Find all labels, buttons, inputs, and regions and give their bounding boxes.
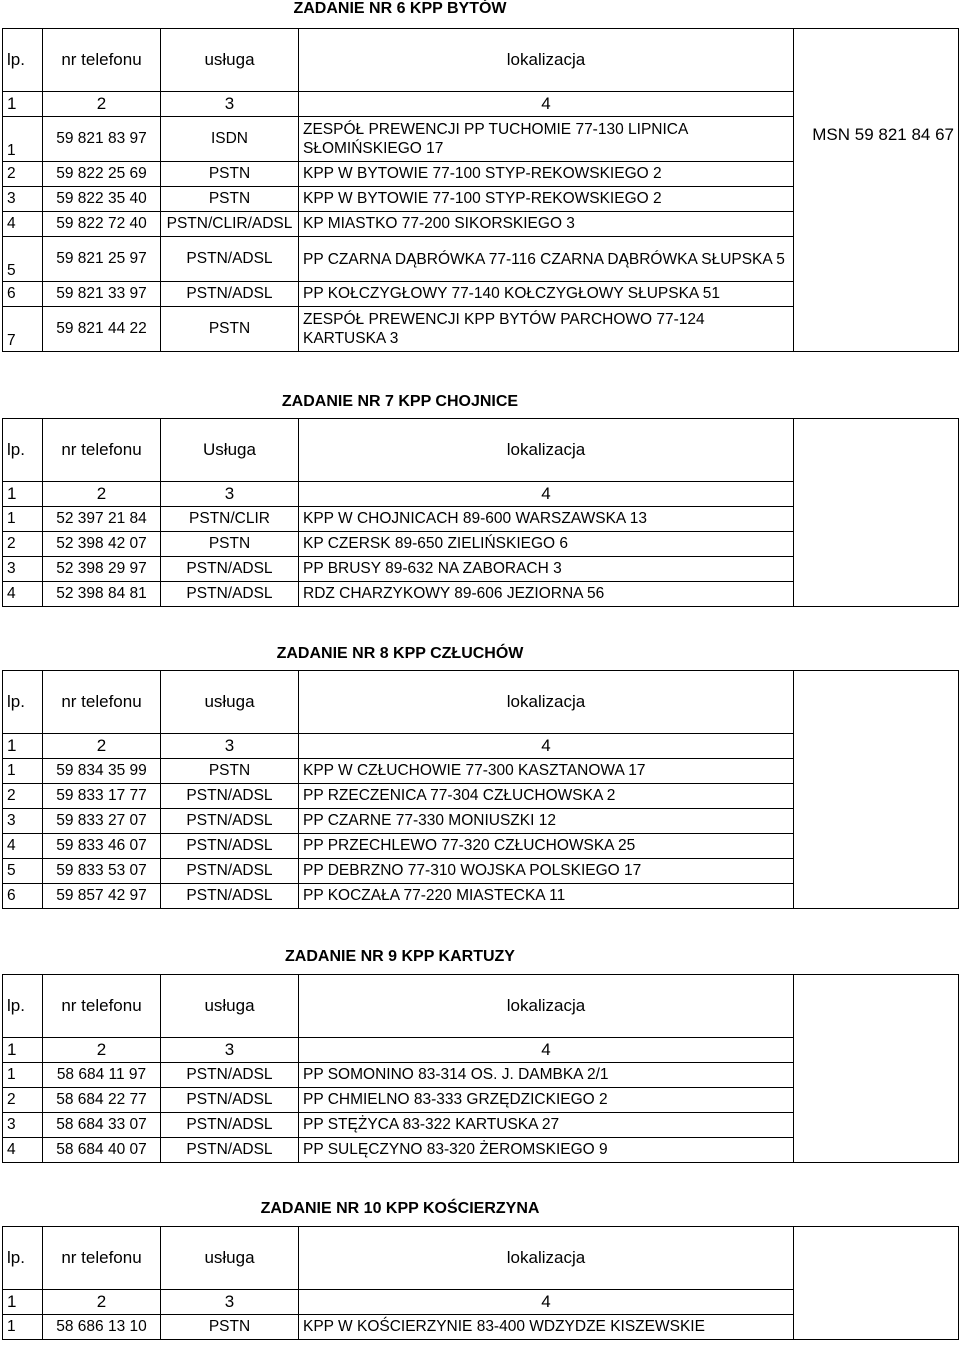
colnum: 2 (43, 734, 161, 759)
row-service: PSTN/ADSL (161, 784, 299, 809)
row-phone: 58 686 13 10 (43, 1315, 161, 1340)
colnum: 3 (161, 92, 299, 117)
row-lp: 4 (3, 834, 43, 859)
colnum: 1 (3, 734, 43, 759)
extra-col (794, 419, 959, 607)
row-service: PSTN/ADSL (161, 1138, 299, 1163)
row-location: KP CZERSK 89-650 ZIELIŃSKIEGO 6 (299, 532, 794, 557)
row-service: PSTN/ADSL (161, 282, 299, 307)
row-location: KPP W KOŚCIERZYNIE 83-400 WDZYDZE KISZEWSKIE (299, 1315, 794, 1340)
table-header-row (3, 671, 959, 734)
row-location: KP MIASTKO 77-200 SIKORSKIEGO 3 (299, 212, 794, 237)
row-location: ZESPÓŁ PREWENCJI KPP BYTÓW PARCHOWO 77-124 KARTUSKA 3 (299, 307, 794, 352)
colnum: 3 (161, 1038, 299, 1063)
row-service: PSTN/ADSL (161, 1063, 299, 1088)
header-location: lokalizacja (299, 29, 794, 92)
row-phone: 59 822 25 69 (43, 162, 161, 187)
section-title: ZADANIE NR 7 KPP CHOJNICE (281, 393, 519, 410)
row-service: PSTN (161, 187, 299, 212)
header-location: lokalizacja (299, 1227, 794, 1290)
row-service: PSTN (161, 162, 299, 187)
row-location: PP STĘŻYCA 83-322 KARTUSKA 27 (299, 1113, 794, 1138)
row-lp: 5 (3, 237, 43, 282)
row-location: RDZ CHARZYKOWY 89-606 JEZIORNA 56 (299, 582, 794, 607)
row-location: KPP W BYTOWIE 77-100 STYP-REKOWSKIEGO 2 (299, 187, 794, 212)
msn-note: MSN 59 821 84 67 (812, 125, 954, 144)
colnum: 2 (43, 1290, 161, 1315)
row-service: PSTN/ADSL (161, 237, 299, 282)
row-phone: 58 684 40 07 (43, 1138, 161, 1163)
row-phone: 59 833 46 07 (43, 834, 161, 859)
row-lp: 2 (3, 162, 43, 187)
extra-col (794, 29, 959, 352)
row-lp: 1 (3, 507, 43, 532)
header-service: usługa (161, 671, 299, 734)
colnum: 2 (43, 482, 161, 507)
row-service: PSTN/ADSL (161, 859, 299, 884)
row-location: KPP W CHOJNICACH 89-600 WARSZAWSKA 13 (299, 507, 794, 532)
table-header-row (3, 975, 959, 1038)
row-phone: 59 833 17 77 (43, 784, 161, 809)
row-location: KPP W BYTOWIE 77-100 STYP-REKOWSKIEGO 2 (299, 162, 794, 187)
header-phone: nr telefonu (43, 419, 161, 482)
row-phone: 59 834 35 99 (43, 759, 161, 784)
row-location: PP CZARNE 77-330 MONIUSZKI 12 (299, 809, 794, 834)
row-service: PSTN/CLIR/ADSL (161, 212, 299, 237)
table-header-row (3, 1227, 959, 1290)
section-title: ZADANIE NR 9 KPP KARTUZY (285, 948, 515, 965)
header-lp: lp. (3, 671, 43, 734)
extra-col (794, 671, 959, 909)
row-service: PSTN/ADSL (161, 1088, 299, 1113)
colnum: 4 (299, 482, 794, 507)
row-service: PSTN (161, 532, 299, 557)
row-phone: 59 821 33 97 (43, 282, 161, 307)
phone-table (2, 670, 959, 909)
row-lp: 3 (3, 809, 43, 834)
row-service: PSTN (161, 759, 299, 784)
row-phone: 59 821 25 97 (43, 237, 161, 282)
header-location: lokalizacja (299, 671, 794, 734)
row-lp: 4 (3, 1138, 43, 1163)
row-location: KPP W CZŁUCHOWIE 77-300 KASZTANOWA 17 (299, 759, 794, 784)
header-service: usługa (161, 975, 299, 1038)
row-location: PP SOMONINO 83-314 OS. J. DAMBKA 2/1 (299, 1063, 794, 1088)
row-phone: 58 684 11 97 (43, 1063, 161, 1088)
header-phone: nr telefonu (43, 29, 161, 92)
colnum: 2 (43, 1038, 161, 1063)
row-lp: 4 (3, 582, 43, 607)
row-lp: 2 (3, 784, 43, 809)
row-service: PSTN (161, 1315, 299, 1340)
row-service: PSTN/CLIR (161, 507, 299, 532)
row-phone: 59 821 83 97 (43, 117, 161, 162)
row-service: PSTN/ADSL (161, 557, 299, 582)
row-lp: 5 (3, 859, 43, 884)
header-lp: lp. (3, 419, 43, 482)
row-service: ISDN (161, 117, 299, 162)
row-lp: 2 (3, 1088, 43, 1113)
row-phone: 58 684 22 77 (43, 1088, 161, 1113)
table-header-row (3, 29, 959, 92)
row-phone: 52 398 29 97 (43, 557, 161, 582)
row-phone: 59 822 35 40 (43, 187, 161, 212)
row-lp: 3 (3, 557, 43, 582)
row-location: PP RZECZENICA 77-304 CZŁUCHOWSKA 2 (299, 784, 794, 809)
row-service: PSTN/ADSL (161, 834, 299, 859)
row-service: PSTN/ADSL (161, 582, 299, 607)
row-location: PP KOŁCZYGŁOWY 77-140 KOŁCZYGŁOWY SŁUPSKA 51 (299, 282, 794, 307)
colnum: 2 (43, 92, 161, 117)
section-title: ZADANIE NR 6 KPP BYTÓW (293, 0, 507, 17)
row-lp: 6 (3, 282, 43, 307)
row-location: PP DEBRZNO 77-310 WOJSKA POLSKIEGO 17 (299, 859, 794, 884)
row-location: PP CHMIELNO 83-333 GRZĘDZICKIEGO 2 (299, 1088, 794, 1113)
row-location: PP KOCZAŁA 77-220 MIASTECKA 11 (299, 884, 794, 909)
colnum: 3 (161, 734, 299, 759)
row-location: PP CZARNA DĄBRÓWKA 77-116 CZARNA DĄBRÓWKA SŁUPSKA 5 (299, 237, 794, 282)
colnum: 4 (299, 734, 794, 759)
header-phone: nr telefonu (43, 671, 161, 734)
row-location: PP PRZECHLEWO 77-320 CZŁUCHOWSKA 25 (299, 834, 794, 859)
row-phone: 52 398 84 81 (43, 582, 161, 607)
row-service: PSTN/ADSL (161, 809, 299, 834)
colnum: 1 (3, 1290, 43, 1315)
row-phone: 59 822 72 40 (43, 212, 161, 237)
phone-table (2, 1226, 959, 1340)
row-phone: 59 833 27 07 (43, 809, 161, 834)
header-lp: lp. (3, 1227, 43, 1290)
row-location: PP BRUSY 89-632 NA ZABORACH 3 (299, 557, 794, 582)
header-service: usługa (161, 1227, 299, 1290)
row-lp: 1 (3, 117, 43, 162)
colnum: 1 (3, 1038, 43, 1063)
colnum: 3 (161, 482, 299, 507)
colnum: 1 (3, 482, 43, 507)
row-lp: 3 (3, 187, 43, 212)
row-lp: 3 (3, 1113, 43, 1138)
row-phone: 59 821 44 22 (43, 307, 161, 352)
header-phone: nr telefonu (43, 975, 161, 1038)
section-title: ZADANIE NR 10 KPP KOŚCIERZYNA (260, 1200, 540, 1217)
row-lp: 7 (3, 307, 43, 352)
header-location: lokalizacja (299, 975, 794, 1038)
row-lp: 4 (3, 212, 43, 237)
header-lp: lp. (3, 29, 43, 92)
colnum: 1 (3, 92, 43, 117)
row-lp: 2 (3, 532, 43, 557)
table-header-row (3, 419, 959, 482)
colnum: 4 (299, 92, 794, 117)
header-service: usługa (161, 29, 299, 92)
header-lp: lp. (3, 975, 43, 1038)
phone-table (2, 418, 959, 607)
row-location: PP SULĘCZYNO 83-320 ŻEROMSKIEGO 9 (299, 1138, 794, 1163)
row-lp: 6 (3, 884, 43, 909)
row-lp: 1 (3, 1063, 43, 1088)
colnum: 3 (161, 1290, 299, 1315)
row-service: PSTN/ADSL (161, 1113, 299, 1138)
row-phone: 52 398 42 07 (43, 532, 161, 557)
row-service: PSTN (161, 307, 299, 352)
header-phone: nr telefonu (43, 1227, 161, 1290)
row-service: PSTN/ADSL (161, 884, 299, 909)
row-phone: 58 684 33 07 (43, 1113, 161, 1138)
colnum: 4 (299, 1038, 794, 1063)
row-phone: 59 833 53 07 (43, 859, 161, 884)
phone-table (2, 28, 959, 352)
row-phone: 59 857 42 97 (43, 884, 161, 909)
row-lp: 1 (3, 759, 43, 784)
section-title: ZADANIE NR 8 KPP CZŁUCHÓW (276, 645, 524, 662)
phone-table (2, 974, 959, 1163)
extra-col (794, 1227, 959, 1340)
colnum: 4 (299, 1290, 794, 1315)
extra-col (794, 975, 959, 1163)
header-location: lokalizacja (299, 419, 794, 482)
row-lp: 1 (3, 1315, 43, 1340)
row-location: ZESPÓŁ PREWENCJI PP TUCHOMIE 77-130 LIPNICA SŁOMIŃSKIEGO 17 (299, 117, 794, 162)
header-service: Usługa (161, 419, 299, 482)
row-phone: 52 397 21 84 (43, 507, 161, 532)
